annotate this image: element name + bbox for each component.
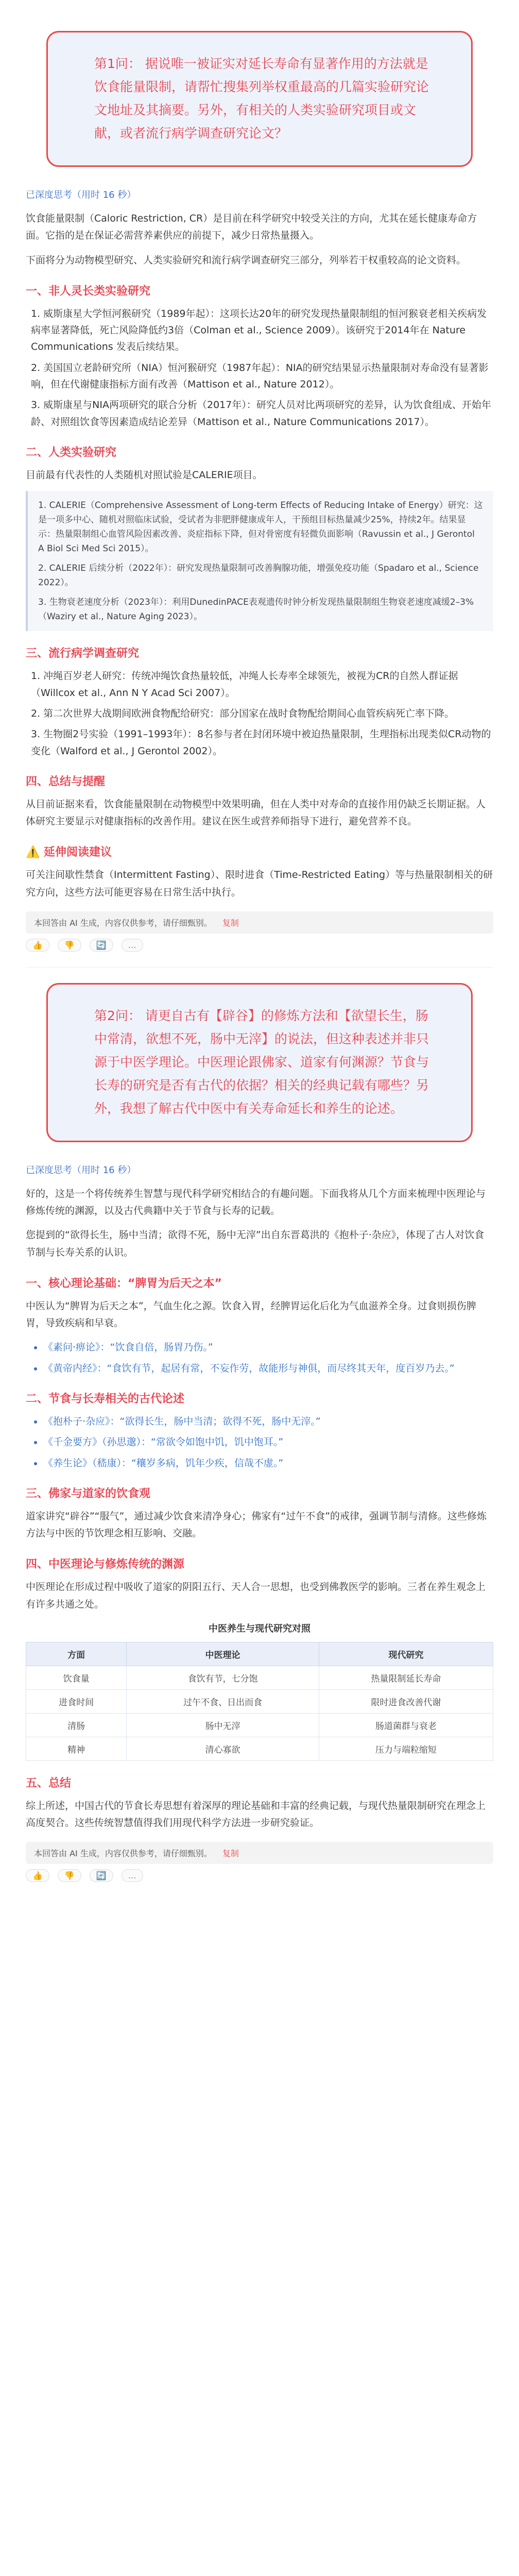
summary-text: 从目前证据来看，饮食能量限制在动物模型中效果明确，但在人类中对寿命的直接作用仍缺乏长期证据。人体研究主要显示对健康指标的改善作用。建议在医生或营养师指导下进行，避免营养不良。 bbox=[26, 798, 486, 827]
table-row bbox=[26, 1713, 493, 1737]
section-text: 道家讲究“辟谷”“服气”，通过减少饮食来清净身心；佛家有“过午不食”的戒律，强调节制与清修。这些修炼方法与中医的节饮理念相互影响、交融。 bbox=[26, 1510, 487, 1539]
list-item: 2. CALERIE 后续分析（2022年）：研究发现热量限制可改善胸腺功能，增强免疫功能（Spadaro et al., Science 2022）。 bbox=[38, 563, 479, 588]
table-cell: 食饮有节，七分饱 bbox=[127, 1666, 319, 1689]
assistant-answer-1 bbox=[26, 188, 493, 952]
assistant-answer-2 bbox=[26, 1163, 493, 1882]
deep-think-label[interactable]: 已深度思考（用时 16 秒） bbox=[26, 1164, 136, 1176]
thumbs-down-icon[interactable]: 👎 bbox=[58, 1869, 81, 1882]
user-question-text: 第2问： 请更自古有【辟谷】的修炼方法和【欲望长生，肠中常清，欲想不死，肠中无滓】的说法，但这种表述并非只源于中医学理论。中医理论跟佛家、道家有何渊源？节食与长寿的研究是否有古代的依据？相关的经典记载有哪些？另外，我想了解古代中医中有关寿命延长和养生的论述。 bbox=[94, 1008, 429, 1116]
deep-think-label[interactable]: 已深度思考（用时 16 秒） bbox=[26, 190, 136, 200]
more-icon[interactable]: … bbox=[122, 1869, 143, 1882]
ai-disclaimer-bar bbox=[26, 1842, 493, 1864]
table-row bbox=[26, 1666, 493, 1689]
thumbs-down-icon[interactable]: 👎 bbox=[58, 939, 81, 952]
thumbs-up-icon[interactable]: 👍 bbox=[26, 939, 49, 952]
reaction-row bbox=[26, 1869, 493, 1882]
reference-block bbox=[26, 491, 493, 631]
table-header: 中医理论 bbox=[127, 1642, 319, 1666]
table-cell: 肠道菌群与衰老 bbox=[319, 1713, 493, 1737]
user-question-text: 第1问： 据说唯一被证实对延长寿命有显著作用的方法就是饮食能量限制，请帮忙搜集列举权重最高的几篇实验研究论文地址及其摘要。另外，有相关的人类实验研究项目或文献，或者流行病学调查研究论文？ bbox=[94, 56, 429, 141]
table-cell: 限时进食改善代谢 bbox=[319, 1689, 493, 1713]
list-item: 2. 美国国立老龄研究所（NIA）恒河猴研究（1987年起）：NIA的研究结果显示热量限制对寿命没有显著影响，但在代谢健康指标方面有改善（Mattison et al., Nature 2012）。 bbox=[31, 362, 489, 390]
section-title: 四、总结与提醒 bbox=[26, 775, 106, 788]
list-item: • 《素问·痹论》：“饮食自倍，肠胃乃伤。” bbox=[43, 1339, 493, 1355]
table-header-row bbox=[26, 1642, 493, 1666]
section-text: 中医认为“脾胃为后天之本”，气血生化之源。饮食入胃，经脾胃运化后化为气血滋养全身。过食则损伤脾胃，导致疾病和早衰。 bbox=[26, 1300, 476, 1329]
disclaimer-text: 本回答由 AI 生成，内容仅供参考，请仔细甄别。 bbox=[34, 1849, 212, 1859]
table-cell: 精神 bbox=[26, 1737, 127, 1760]
section-title: 五、总结 bbox=[26, 1776, 72, 1790]
list-item: • 《千金要方》（孙思邈）：“常欲令如饱中饥，饥中饱耳。” bbox=[43, 1434, 493, 1450]
section-intro: 目前最有代表性的人类随机对照试验是CALERIE项目。 bbox=[26, 469, 263, 481]
table-cell: 肠中无滓 bbox=[127, 1713, 319, 1737]
more-icon[interactable]: … bbox=[122, 939, 143, 952]
list-item: 1. 威斯康星大学恒河猴研究（1989年起）：这项长达20年的研究发现热量限制组的恒河猴衰老相关疾病发病率显著降低，死亡风险降低约3倍（Colman et al., Science 2009）。该研究于2014年在 Nature Communications 发表后续结果。 bbox=[31, 308, 487, 353]
list-item: 2. 第二次世界大战期间欧洲食物配给研究：部分国家在战时食物配给期间心血管疾病死亡率下降。 bbox=[31, 708, 455, 720]
list-item: • 《养生论》（嵇康）：“穰岁多病，饥年少疾，信哉不虚。” bbox=[43, 1455, 493, 1471]
divider bbox=[26, 967, 493, 968]
numbered-list bbox=[26, 668, 493, 759]
section-title: ⚠️ 延伸阅读建议 bbox=[26, 846, 112, 859]
section-text: 中医理论在形成过程中吸收了道家的阴阳五行、天人合一思想，也受到佛教医学的影响。三者在养生观念上有许多共通之处。 bbox=[26, 1581, 486, 1610]
section-title: 一、核心理论基础：“脾胃为后天之本” bbox=[26, 1277, 222, 1290]
extended-reading-text: 可关注间歇性禁食（Intermittent Fasting）、限时进食（Time-Restricted Eating）等与热量限制相关的研究方向，这些方法可能更容易在日常生活中执行。 bbox=[26, 869, 493, 898]
section-title: 二、节食与长寿相关的古代论述 bbox=[26, 1393, 185, 1406]
chat-page bbox=[26, 0, 493, 1882]
table-cell: 清心寡欲 bbox=[127, 1737, 319, 1760]
thumbs-up-icon[interactable]: 👍 bbox=[26, 1869, 49, 1882]
comparison-table bbox=[26, 1642, 493, 1761]
regenerate-icon[interactable]: 🔄 bbox=[90, 939, 113, 952]
answer-intro: 饮食能量限制（Caloric Restriction, CR）是目前在科学研究中较受关注的方向，尤其在延长健康寿命方面。它指的是在保证必需营养素供应的前提下，减少日常热量摄入。 bbox=[26, 213, 477, 242]
answer-intro-2: 您提到的“欲得长生，肠中当清；欲得不死，肠中无滓”出自东晋葛洪的《抱朴子·杂应》，体现了古人对饮食节制与长寿关系的认识。 bbox=[26, 1229, 485, 1258]
numbered-list bbox=[26, 306, 493, 430]
summary-text: 综上所述，中国古代的节食长寿思想有着深厚的理论基础和丰富的经典记载，与现代热量限制研究在理念上高度契合。这些传统智慧值得我们用现代科学方法进一步研究验证。 bbox=[26, 1800, 486, 1829]
table-cell: 过午不食、日出而食 bbox=[127, 1689, 319, 1713]
bullet-list bbox=[26, 1339, 493, 1377]
list-item: 3. 生物圈2号实验（1991–1993年）：8名参与者在封闭环境中被迫热量限制，生理指标出现类似CR动物的变化（Walford et al., J Gerontol 2002）。 bbox=[31, 728, 491, 757]
answer-intro: 好的，这是一个将传统养生智慧与现代科学研究相结合的有趣问题。下面我将从几个方面来梳理中医理论与修炼传统的渊源，以及古代典籍中关于节食与长寿的记载。 bbox=[26, 1188, 486, 1217]
user-question-card-2 bbox=[46, 983, 473, 1142]
table-header: 方面 bbox=[26, 1642, 127, 1666]
table-cell: 进食时间 bbox=[26, 1689, 127, 1713]
list-item: 3. 威斯康星与NIA两项研究的联合分析（2017年）：研究人员对比两项研究的差异，认为饮食组成、开始年龄、对照组饮食等因素造成结论差异（Mattison et al., Nature Communications 2017）。 bbox=[31, 399, 491, 428]
list-item: • 《抱朴子·杂应》：“欲得长生，肠中当清；欲得不死，肠中无滓。” bbox=[43, 1413, 493, 1430]
copy-button[interactable]: 复制 bbox=[222, 1849, 239, 1859]
table-cell: 压力与端粒缩短 bbox=[319, 1737, 493, 1760]
section-title: 二、人类实验研究 bbox=[26, 446, 117, 459]
list-item: 1. CALERIE（Comprehensive Assessment of Long-term Effects of Reducing Intake of Energy）研究：这是一项多中心、随机对照临床试验，受试者为非肥胖健康成年人，干预组目标热量减少25%，持续2年。结果显示：热量限制组心血管风险因素改善、炎症指标下降，但对骨密度有轻微负面影响（Ravussin et al., J Gerontol A Biol Sci Med Sci 2015）。 bbox=[38, 500, 483, 554]
list-item: 1. 冲绳百岁老人研究：传统冲绳饮食热量较低，冲绳人长寿率全球领先，被视为CR的自然人群证据（Willcox et al., Ann N Y Acad Sci 2007）。 bbox=[31, 670, 458, 699]
table-cell: 饮食量 bbox=[26, 1666, 127, 1689]
section-title: 三、流行病学调查研究 bbox=[26, 647, 140, 660]
disclaimer-text: 本回答由 AI 生成，内容仅供参考，请仔细甄别。 bbox=[34, 918, 212, 928]
table-cell: 热量限制延长寿命 bbox=[319, 1666, 493, 1689]
table-row bbox=[26, 1737, 493, 1760]
list-item: • 《黄帝内经》：“食饮有节，起居有常，不妄作劳，故能形与神俱，而尽终其天年，度百岁乃去。” bbox=[43, 1360, 493, 1377]
copy-button[interactable]: 复制 bbox=[222, 918, 239, 928]
table-cell: 清肠 bbox=[26, 1713, 127, 1737]
answer-intro-2: 下面将分为动物模型研究、人类实验研究和流行病学调查研究三部分，列举若干权重较高的论文资料。 bbox=[26, 254, 466, 266]
section-title: 三、佛家与道家的饮食观 bbox=[26, 1487, 151, 1500]
ai-disclaimer-bar bbox=[26, 911, 493, 934]
regenerate-icon[interactable]: 🔄 bbox=[90, 1869, 113, 1882]
table-row bbox=[26, 1689, 493, 1713]
user-question-card-1 bbox=[46, 31, 473, 167]
section-title: 一、非人灵长类实验研究 bbox=[26, 284, 151, 298]
reaction-row bbox=[26, 939, 493, 952]
bullet-list bbox=[26, 1413, 493, 1471]
table-title: 中医养生与现代研究对照 bbox=[209, 1623, 310, 1634]
section-title: 四、中医理论与修炼传统的渊源 bbox=[26, 1558, 185, 1571]
table-header: 现代研究 bbox=[319, 1642, 493, 1666]
list-item: 3. 生物衰老速度分析（2023年）：利用DunedinPACE表观遗传时钟分析发现热量限制组生物衰老速度减缓2–3%（Waziry et al., Nature Aging 2023）。 bbox=[38, 597, 474, 622]
